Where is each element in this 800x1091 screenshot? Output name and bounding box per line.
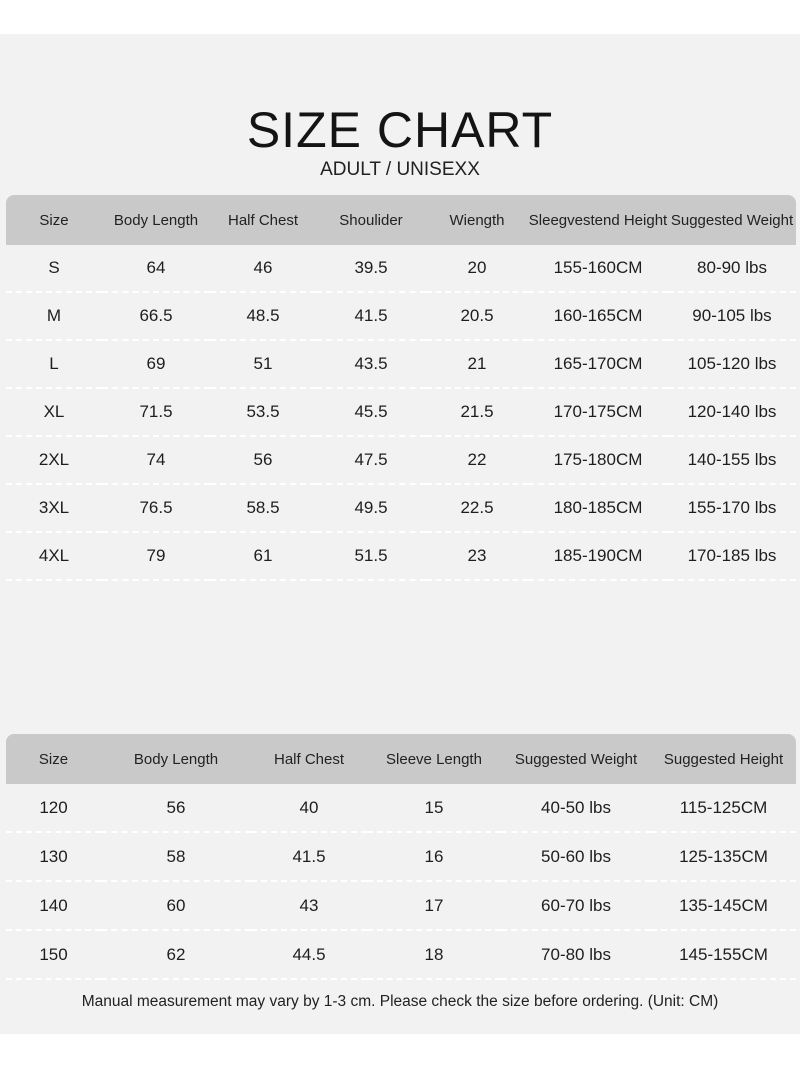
table-cell: 62 [101,930,251,979]
table-cell: 66.5 [102,292,210,340]
page-subtitle: ADULT / UNISEXX [320,159,480,180]
table-cell: 40-50 lbs [501,784,651,832]
table-cell: 115-125CM [651,784,796,832]
table-cell: 79 [102,532,210,580]
table-row [6,245,796,292]
table-cell: 18 [367,930,501,979]
table-cell: 58 [101,832,251,881]
column-header: Body Length [102,195,210,245]
table-cell: 21.5 [426,388,528,436]
table-row [6,832,796,881]
column-header: Size [6,195,102,245]
table-cell: 44.5 [251,930,367,979]
table-cell: 51.5 [316,532,426,580]
table-cell: 155-160CM [528,245,668,292]
table-cell: 22.5 [426,484,528,532]
table-row [6,484,796,532]
column-header: Shoulider [316,195,426,245]
table-cell: 80-90 lbs [668,245,796,292]
table-cell: 49.5 [316,484,426,532]
table-cell: 60-70 lbs [501,881,651,930]
table-cell: 51 [210,340,316,388]
table-cell: M [6,292,102,340]
table-cell: 120 [6,784,101,832]
table-row [6,784,796,832]
table-cell: 56 [210,436,316,484]
table-cell: 39.5 [316,245,426,292]
table-cell: 20 [426,245,528,292]
table-cell: 130 [6,832,101,881]
column-header: Suggested Weight [668,195,796,245]
table-header-row [6,195,796,245]
table-cell: 69 [102,340,210,388]
table-cell: 76.5 [102,484,210,532]
table-cell: 155-170 lbs [668,484,796,532]
page-title: SIZE CHART [246,102,554,158]
table-row [6,532,796,580]
column-header: Sleeve Length [367,734,501,784]
table-cell: 61 [210,532,316,580]
table-cell: 56 [101,784,251,832]
table-cell: 3XL [6,484,102,532]
column-header: Suggested Height [651,734,796,784]
table-header-row [6,734,796,784]
table-cell: 21 [426,340,528,388]
table-row [6,881,796,930]
table-cell: S [6,245,102,292]
column-header: Size [6,734,101,784]
table-cell: 46 [210,245,316,292]
table-cell: 60 [101,881,251,930]
table-cell: 20.5 [426,292,528,340]
table-cell: 170-185 lbs [668,532,796,580]
table-cell: 40 [251,784,367,832]
measurement-note: Manual measurement may vary by 1-3 cm. Please check the size before ordering. (Unit: CM) [81,993,719,1010]
table-cell: 71.5 [102,388,210,436]
table-row [6,930,796,979]
table-cell: 140 [6,881,101,930]
table-cell: 43.5 [316,340,426,388]
table-row [6,292,796,340]
column-header: Sleegvestend Height [528,195,668,245]
table-cell: 50-60 lbs [501,832,651,881]
table-cell: 140-155 lbs [668,436,796,484]
table-cell: 64 [102,245,210,292]
table-cell: 105-120 lbs [668,340,796,388]
table-cell: 16 [367,832,501,881]
table-row [6,340,796,388]
table-cell: 2XL [6,436,102,484]
table-cell: 74 [102,436,210,484]
table-cell: 125-135CM [651,832,796,881]
table-cell: 175-180CM [528,436,668,484]
table-cell: 145-155CM [651,930,796,979]
column-header: Suggested Weight [501,734,651,784]
table-cell: 58.5 [210,484,316,532]
table-cell: 15 [367,784,501,832]
table-cell: 47.5 [316,436,426,484]
table-cell: 48.5 [210,292,316,340]
table-cell: 165-170CM [528,340,668,388]
table-cell: 41.5 [316,292,426,340]
table-cell: 150 [6,930,101,979]
table-cell: 135-145CM [651,881,796,930]
kids-size-table [6,734,796,980]
table-cell: 180-185CM [528,484,668,532]
adult-size-table [6,195,796,581]
column-header: Body Length [101,734,251,784]
table-cell: 160-165CM [528,292,668,340]
table-cell: 41.5 [251,832,367,881]
table-cell: 23 [426,532,528,580]
column-header: Wiength [426,195,528,245]
table-row [6,388,796,436]
table-cell: 70-80 lbs [501,930,651,979]
table-cell: 120-140 lbs [668,388,796,436]
table-row [6,436,796,484]
table-cell: 53.5 [210,388,316,436]
table-cell: 185-190CM [528,532,668,580]
column-header: Half Chest [251,734,367,784]
table-cell: 45.5 [316,388,426,436]
table-cell: 90-105 lbs [668,292,796,340]
table-cell: L [6,340,102,388]
table-cell: 170-175CM [528,388,668,436]
table-cell: 43 [251,881,367,930]
column-header: Half Chest [210,195,316,245]
table-cell: 17 [367,881,501,930]
table-cell: 22 [426,436,528,484]
table-cell: XL [6,388,102,436]
table-cell: 4XL [6,532,102,580]
